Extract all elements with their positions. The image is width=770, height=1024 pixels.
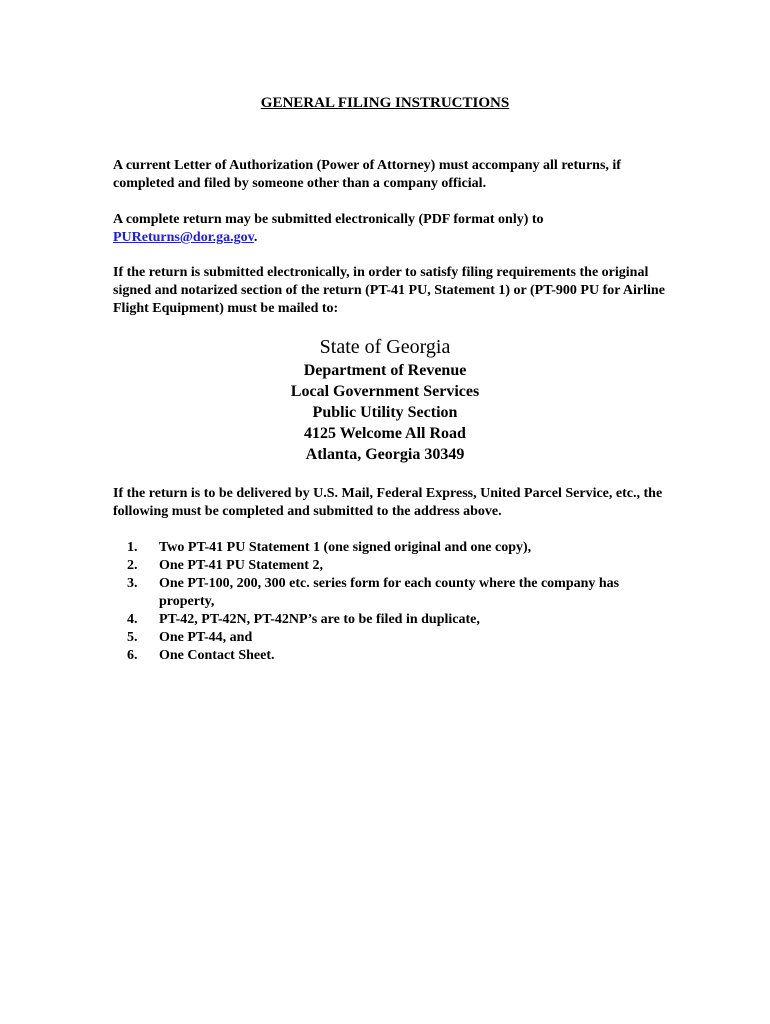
list-item [113, 629, 673, 647]
list-item-number: 3. [127, 576, 138, 591]
list-item-number: 1. [127, 540, 138, 555]
address-section: Public Utility Section [312, 404, 458, 421]
address-department: Department of Revenue [303, 362, 467, 379]
address-state: State of Georgia [319, 336, 451, 358]
authorization-paragraph: A current Letter of Authorization (Power of Attorney) must accompany all returns, if completed and filed by someone other than a company official. [113, 158, 621, 191]
list-item-number: 4. [127, 612, 138, 627]
list-item-text: One Contact Sheet. [159, 648, 275, 663]
list-item-text: One PT-41 PU Statement 2, [159, 558, 323, 573]
email-link[interactable]: PUReturns@dor.ga.gov [113, 230, 254, 245]
delivery-paragraph: If the return is to be delivered by U.S. Mail, Federal Express, United Parcel Service, etc., the following must be completed and submitted to the address above. [113, 486, 663, 519]
electronic-submission-end: . [253, 230, 258, 245]
electronic-submission-paragraph [113, 211, 673, 247]
address-city: Atlanta, Georgia 30349 [305, 446, 465, 463]
address-street: 4125 Welcome All Road [304, 425, 466, 442]
page-title: GENERAL FILING INSTRUCTIONS [260, 95, 510, 111]
list-item-number: 2. [127, 558, 138, 573]
list-item [113, 539, 673, 557]
list-item [113, 557, 673, 575]
list-item-text: One PT-100, 200, 300 etc. series form for each county where the company has property, [159, 576, 620, 609]
address-division: Local Government Services [290, 383, 480, 400]
list-item-text: PT-42, PT-42N, PT-42NP’s are to be filed in duplicate, [159, 612, 480, 627]
mailing-requirements-paragraph: If the return is submitted electronically, in order to satisfy filing requirements the original signed and notarized section of the return (PT-41 PU, Statement 1) or (PT-900 PU for Airline Flight Equipment) must be mailed to: [113, 265, 665, 316]
list-item-text: One PT-44, and [159, 630, 253, 645]
list-item [113, 575, 673, 611]
list-item [113, 647, 673, 665]
required-documents-list [113, 539, 673, 665]
electronic-submission-text: A complete return may be submitted electronically (PDF format only) to [113, 212, 544, 227]
list-item [113, 611, 673, 629]
list-item-number: 5. [127, 630, 138, 645]
list-item-text: Two PT-41 PU Statement 1 (one signed original and one copy), [159, 540, 532, 555]
list-item-number: 6. [127, 648, 138, 663]
mailing-address [0, 334, 770, 465]
